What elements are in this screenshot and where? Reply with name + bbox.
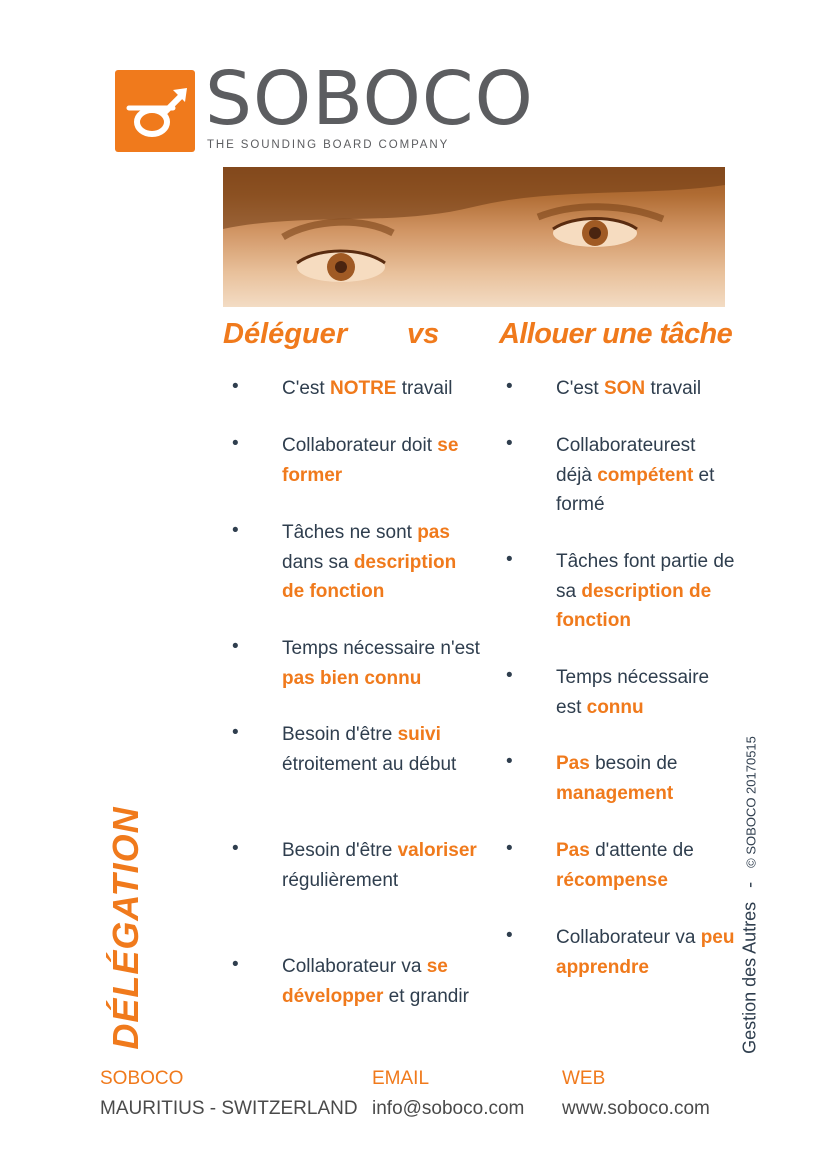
highlight-text: compétent — [597, 464, 694, 486]
footer-email-label: EMAIL — [372, 1068, 430, 1089]
footer-web-label: WEB — [562, 1068, 606, 1089]
item-text: Tâches ne sont — [282, 522, 418, 543]
item-text: Collaborateurest déjà — [556, 435, 696, 486]
right-item — [556, 547, 736, 636]
copyright-label: © SOBOCO 20170515 — [743, 736, 759, 868]
highlight-text: connu — [586, 696, 644, 718]
item-text: C'est — [282, 378, 330, 399]
item-text: Tâches font partie de sa — [556, 551, 735, 602]
bullet-dot: • — [506, 751, 513, 772]
footer-company-value: MAURITIUS - SWITZERLAND — [100, 1098, 358, 1119]
bullet-dot: • — [506, 838, 513, 859]
right-item — [556, 663, 736, 722]
gestion-label: Gestion des Autres — [739, 901, 760, 1054]
bullet-dot: • — [506, 925, 513, 946]
right-item — [556, 374, 736, 404]
highlight-text: description de fonction — [282, 551, 457, 602]
item-text: C'est — [556, 378, 604, 399]
left-item — [282, 836, 482, 895]
bullet-dot: • — [232, 433, 239, 454]
logo-mark — [115, 70, 195, 152]
item-text: régulièrement — [282, 869, 399, 891]
logo-tagline: THE SOUNDING BOARD COMPANY — [207, 139, 450, 151]
highlight-text: pas — [417, 522, 450, 543]
bullet-dot: • — [232, 636, 239, 657]
bullet-dot: • — [232, 954, 239, 975]
right-item — [556, 431, 736, 520]
item-text: Temps nécessaire est — [556, 667, 710, 718]
item-text: Besoin d'être — [282, 724, 398, 745]
highlight-text: description de fonction — [556, 580, 712, 631]
footer-company-label: SOBOCO — [100, 1068, 184, 1089]
bullet-dot: • — [232, 520, 239, 541]
highlight-text: peu apprendre — [556, 927, 735, 978]
item-text: besoin de — [589, 753, 678, 774]
logo-symbol-icon — [115, 70, 195, 152]
left-item — [282, 952, 482, 1011]
left-item — [282, 720, 482, 779]
item-text: Collaborateur doit — [282, 435, 438, 456]
item-text: Collaborateur va — [556, 927, 701, 948]
separator: - — [739, 881, 760, 888]
left-item — [282, 431, 482, 490]
heading-deleguer: Déléguer — [223, 318, 348, 350]
highlight-text: se développer — [282, 956, 448, 1007]
highlight-text: récompense — [556, 869, 668, 891]
item-text: Collaborateur va — [282, 956, 427, 977]
highlight-text: suivi — [397, 724, 441, 745]
logo-wordmark: SOBOCO — [205, 56, 534, 142]
item-text: dans sa — [282, 551, 354, 573]
eyes-photo — [223, 167, 725, 307]
highlight-text: management — [556, 782, 674, 804]
right-item — [556, 749, 736, 808]
right-item — [556, 923, 736, 982]
highlight-text: se former — [282, 435, 459, 486]
bullet-dot: • — [506, 433, 513, 454]
item-text: étroitement au début — [282, 753, 457, 775]
highlight-text: pas bien connu — [282, 667, 422, 689]
item-text: Besoin d'être — [282, 840, 398, 861]
footer-email-link[interactable]: info@soboco.com — [372, 1098, 525, 1119]
item-text: travail — [645, 378, 702, 399]
side-title-delegation: DÉLÉGATION — [105, 806, 146, 1050]
bullet-dot: • — [232, 838, 239, 859]
highlight-text: Pas — [556, 753, 590, 774]
side-footer-vertical — [740, 736, 761, 1054]
footer-web-link[interactable]: www.soboco.com — [562, 1098, 710, 1119]
highlight-text: NOTRE — [329, 378, 397, 399]
item-text: et formé — [556, 464, 715, 515]
bullet-dot: • — [506, 665, 513, 686]
bullet-dot: • — [506, 376, 513, 397]
bullet-dot: • — [506, 549, 513, 570]
right-item — [556, 836, 736, 895]
bullet-dot: • — [232, 722, 239, 743]
left-item — [282, 634, 482, 693]
highlight-text: Pas — [556, 840, 590, 861]
item-text: travail — [396, 378, 453, 399]
item-text: d'attente de — [589, 840, 694, 861]
item-text: et grandir — [383, 985, 469, 1007]
highlight-text: valoriser — [397, 840, 477, 861]
left-item — [282, 374, 482, 404]
bullet-dot: • — [232, 376, 239, 397]
left-item — [282, 518, 482, 607]
heading-vs: vs — [407, 318, 440, 350]
heading-allouer: Allouer une tâche — [499, 318, 733, 350]
highlight-text: SON — [603, 378, 646, 399]
item-text: Temps nécessaire n'est — [282, 638, 480, 659]
